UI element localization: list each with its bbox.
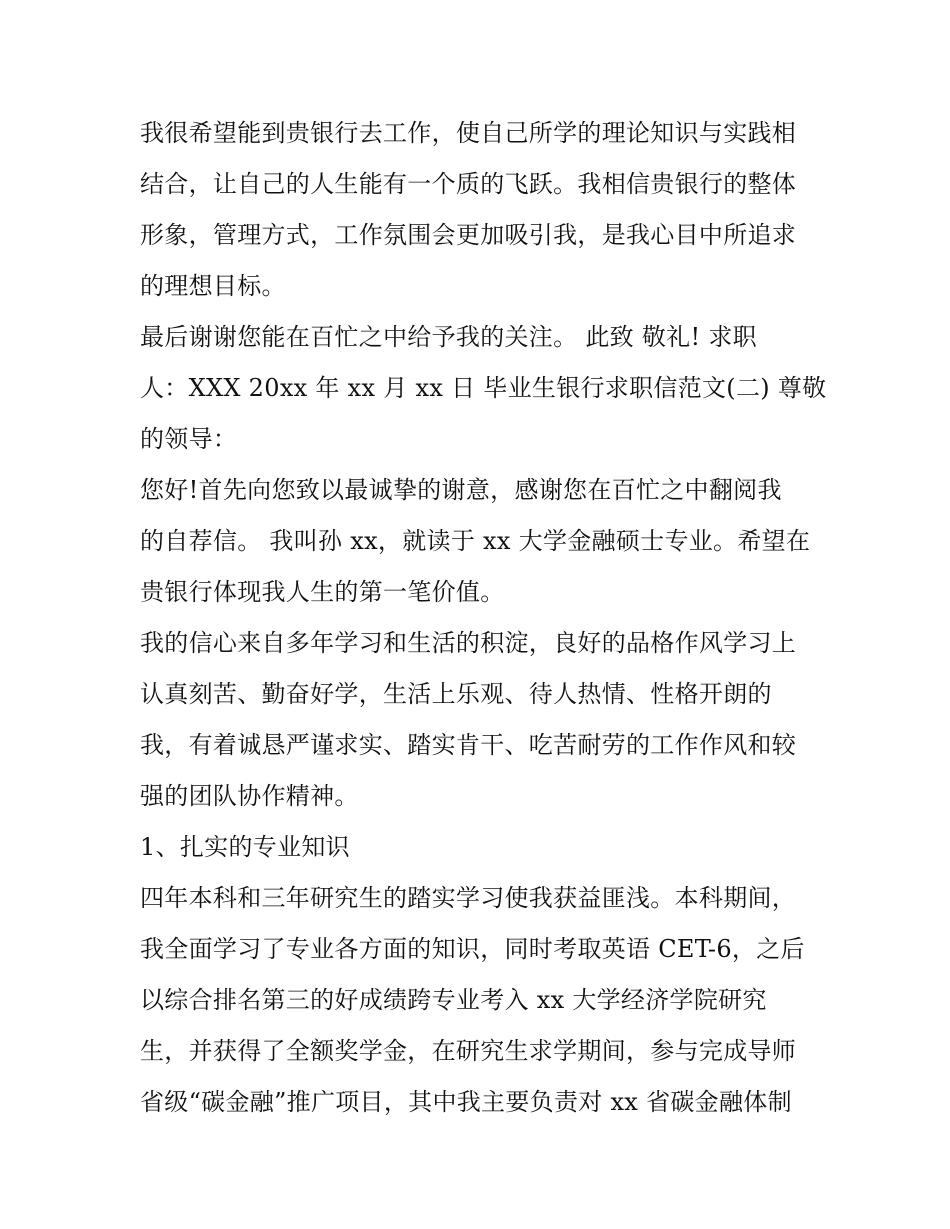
text-line: 的领导： <box>140 425 238 453</box>
text-line: 贵银行体现我人生的第一笔价值。 <box>140 578 505 606</box>
text-line: 认真刻苦、勤奋好学，生活上乐观、待人热情、性格开朗的 <box>140 680 772 708</box>
text-line: 以综合排名第三的好成绩跨专业考入 xx 大学经济学院研究 <box>140 986 767 1014</box>
text-line: 形象，管理方式，工作氛围会更加吸引我，是我心目中所追求 <box>140 221 797 249</box>
text-line: 您好!首先向您致以最诚挚的谢意，感谢您在百忙之中翻阅我 <box>140 476 782 504</box>
text-line: 生，并获得了全额奖学金，在研究生求学期间，参与完成导师 <box>140 1037 797 1065</box>
text-line: 的自荐信。 我叫孙 xx，就读于 xx 大学金融硕士专业。希望在 <box>140 527 811 555</box>
text-line: 的理想目标。 <box>140 272 286 300</box>
text-line: 最后谢谢您能在百忙之中给予我的关注。 此致 敬礼! 求职 <box>140 323 757 351</box>
section-heading: 1、扎实的专业知识 <box>140 833 350 861</box>
text-line: 人：XXX 20xx 年 xx 月 xx 日 毕业生银行求职信范文(二) 尊敬 <box>140 374 827 402</box>
document-body <box>140 108 827 1128</box>
text-line: 结合，让自己的人生能有一个质的飞跃。我相信贵银行的整体 <box>140 170 797 198</box>
text-line: 省级“碳金融”推广项目，其中我主要负责对 xx 省碳金融体制 <box>140 1088 792 1116</box>
text-line: 我很希望能到贵银行去工作，使自己所学的理论知识与实践相 <box>140 119 797 147</box>
text-line: 强的团队协作精神。 <box>140 782 359 810</box>
text-line: 我，有着诚恳严谨求实、踏实肯干、吃苦耐劳的工作作风和较 <box>140 731 797 759</box>
text-line: 四年本科和三年研究生的踏实学习使我获益匪浅。本科期间， <box>140 884 797 912</box>
text-line: 我全面学习了专业各方面的知识，同时考取英语 CET-6，之后 <box>140 935 805 963</box>
text-line: 我的信心来自多年学习和生活的积淀，良好的品格作风学习上 <box>140 629 797 657</box>
